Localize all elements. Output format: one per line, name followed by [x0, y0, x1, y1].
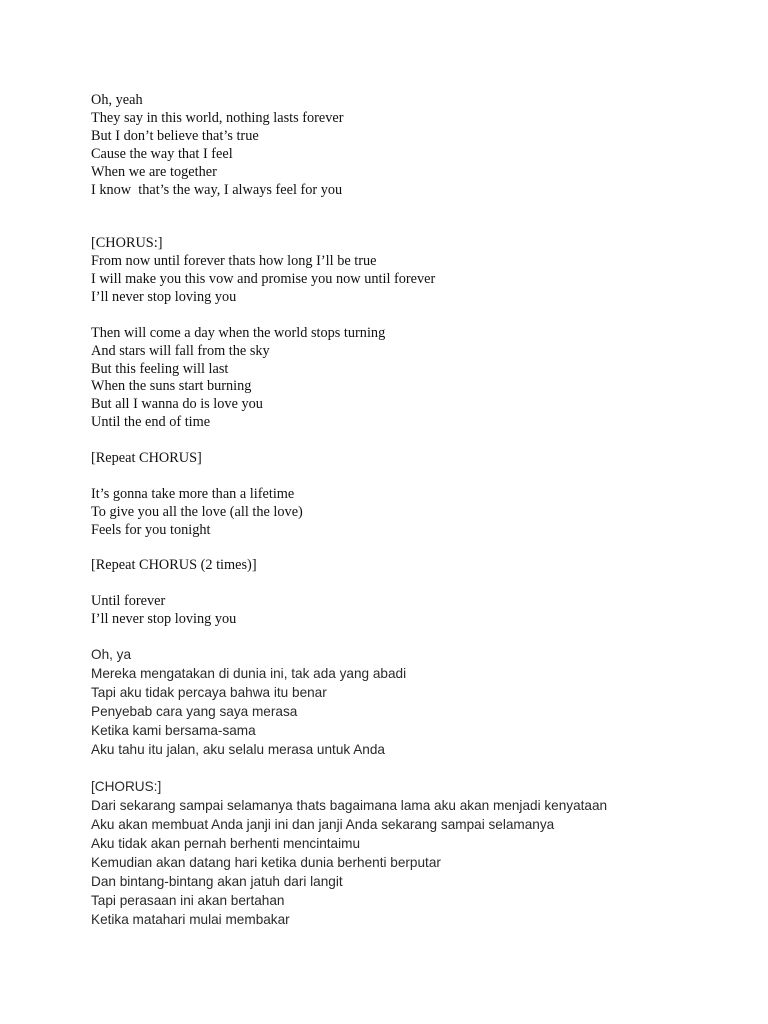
lyric-line: Aku akan membuat Anda janji ini dan janji Anda sekarang sampai selamanya	[91, 817, 555, 833]
lyric-line: Aku tidak akan pernah berhenti mencintaimu	[91, 836, 361, 852]
section-label: [CHORUS:]	[91, 235, 163, 252]
lyric-line: Until forever	[91, 593, 166, 610]
stanza-chorus	[91, 235, 751, 307]
section-label: [CHORUS:]	[91, 779, 162, 795]
lyric-line: Kemudian akan datang hari ketika dunia berhenti berputar	[91, 854, 441, 870]
lyric-line: But I don’t believe that’s true	[91, 127, 259, 144]
stanza-verse-1	[91, 92, 751, 199]
lyric-line: Ketika kami bersama-sama	[91, 722, 256, 738]
lyric-line: Mereka mengatakan di dunia ini, tak ada yang abadi	[91, 665, 407, 681]
lyric-line: Until the end of time	[91, 414, 211, 431]
lyric-line: It’s gonna take more than a lifetime	[91, 485, 295, 502]
lyric-line: They say in this world, nothing lasts forever	[91, 109, 344, 126]
section-label: [Repeat CHORUS (2 times)]	[91, 557, 257, 574]
lyric-line: Aku tahu itu jalan, aku selalu merasa untuk Anda	[91, 741, 385, 757]
stanza-chorus-id	[91, 778, 751, 929]
stanza-verse-1-id	[91, 646, 751, 759]
lyric-line: But all I wanna do is love you	[91, 396, 263, 413]
lyric-line: I will make you this vow and promise you now until forever	[91, 271, 436, 288]
english-lyrics	[91, 92, 751, 629]
lyric-line: To give you all the love (all the love)	[91, 503, 303, 520]
stanza-repeat-chorus-2x	[91, 557, 751, 575]
stanza-verse-2	[91, 325, 751, 432]
lyric-line: Penyebab cara yang saya merasa	[91, 703, 298, 719]
lyric-line: When the suns start burning	[91, 378, 252, 395]
lyric-line: Tapi aku tidak percaya bahwa itu benar	[91, 684, 327, 700]
indonesian-lyrics	[91, 646, 751, 930]
lyric-line: I know that’s the way, I always feel for you	[91, 181, 343, 198]
stanza-repeat-chorus	[91, 450, 751, 468]
stanza-bridge	[91, 486, 751, 540]
lyric-line: And stars will fall from the sky	[91, 342, 270, 359]
lyric-line: But this feeling will last	[91, 360, 229, 377]
lyric-line: Feels for you tonight	[91, 521, 211, 538]
lyric-line: When we are together	[91, 163, 217, 180]
lyric-line: Then will come a day when the world stops turning	[91, 324, 386, 341]
section-label: [Repeat CHORUS]	[91, 450, 202, 467]
lyric-line: Dari sekarang sampai selamanya thats bagaimana lama aku akan menjadi kenyataan	[91, 798, 608, 814]
lyric-line: Tapi perasaan ini akan bertahan	[91, 892, 285, 908]
lyric-line: From now until forever thats how long I’ll be true	[91, 253, 377, 270]
lyric-line: Cause the way that I feel	[91, 145, 233, 162]
lyric-line: Oh, ya	[91, 647, 132, 662]
stanza-outro	[91, 593, 751, 629]
lyric-line: Oh, yeah	[91, 92, 143, 108]
lyric-line: Dan bintang-bintang akan jatuh dari langit	[91, 873, 343, 889]
lyric-line: Ketika matahari mulai membakar	[91, 911, 290, 927]
lyric-line: I’ll never stop loving you	[91, 288, 237, 305]
lyric-line: I’ll never stop loving you	[91, 611, 237, 628]
